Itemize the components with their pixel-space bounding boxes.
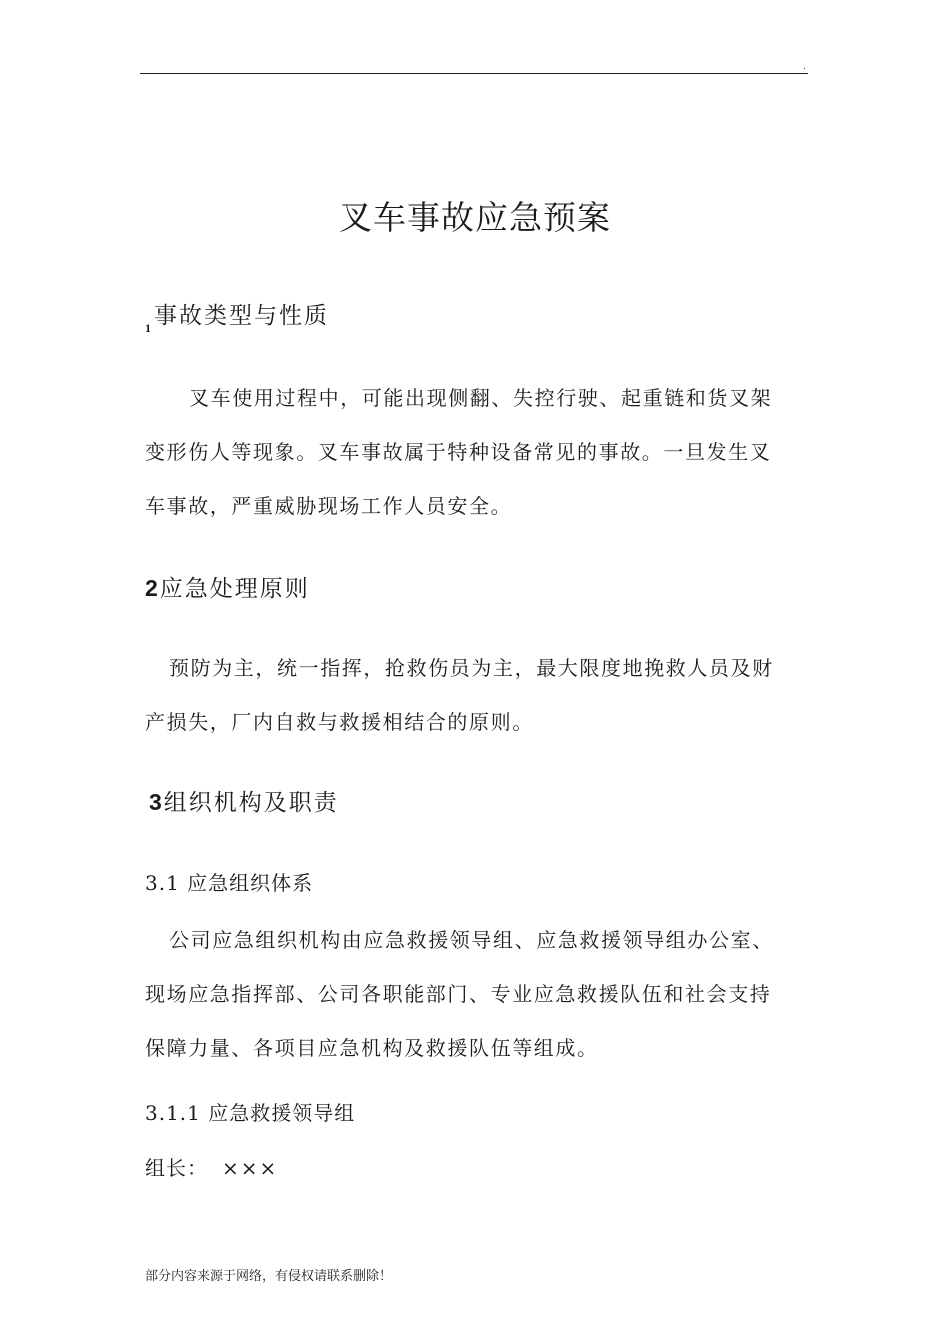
section-2-title: 应急处理原则 (159, 576, 310, 602)
paragraph-line: 现场应急指挥部、公司各职能部门、专业应急救援队伍和社会支持 (145, 982, 772, 1006)
header-rule (140, 73, 808, 74)
section-1-number: 1 (145, 321, 151, 335)
section-2-paragraph (145, 641, 810, 749)
leader-line (145, 1153, 278, 1183)
section-1-heading (145, 300, 329, 335)
section-1-title: 事故类型与性质 (154, 303, 329, 329)
subsection-3-1-paragraph (145, 913, 810, 1075)
section-3-title: 组织机构及职责 (163, 790, 339, 816)
section-1-paragraph (145, 371, 810, 533)
paragraph-line: 变形伤人等现象。叉车事故属于特种设备常见的事故。一旦发生叉 (145, 440, 772, 464)
footer-note: 部分内容来源于网络，有侵权请联系删除！ (145, 1269, 393, 1284)
paragraph-line: 预防为主，统一指挥，抢救伤员为主，最大限度地挽救人员及财 (169, 656, 774, 680)
paragraph-line: 叉车使用过程中，可能出现侧翻、失控行驶、起重链和货叉架 (189, 386, 773, 410)
paragraph-line: 车事故，严重威胁现场工作人员安全。 (145, 494, 513, 518)
paragraph-line: 产损失，厂内自救与救援相结合的原则。 (145, 710, 534, 734)
section-2-heading (145, 572, 310, 605)
document-title: 叉车事故应急预案 (339, 198, 611, 237)
subsection-3-1-heading: 3.1 应急组织体系 (145, 871, 314, 895)
section-2-number: 2 (145, 575, 158, 601)
header-mark: . (803, 62, 806, 72)
section-3-heading (149, 786, 339, 819)
paragraph-line: 保障力量、各项目应急机构及救援队伍等组成。 (145, 1036, 599, 1060)
section-3-number: 3 (149, 789, 162, 815)
leader-label: 组长： (145, 1156, 208, 1180)
subsection-3-1-1-heading: 3.1.1 应急救援领导组 (145, 1101, 356, 1125)
leader-value: ××× (222, 1156, 279, 1180)
paragraph-line: 公司应急组织机构由应急救援领导组、应急救援领导组办公室、 (169, 928, 774, 952)
